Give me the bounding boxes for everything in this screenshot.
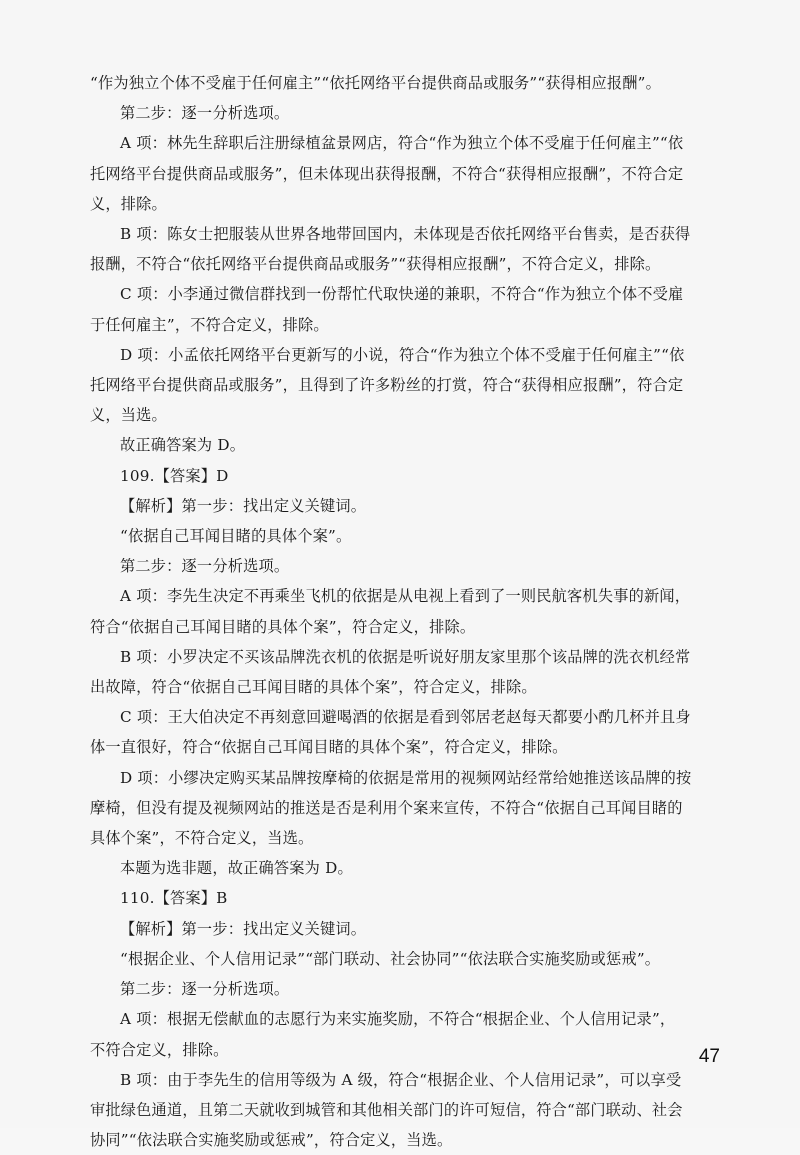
- paragraph-first-line: 第二步：逐一分析选项。: [120, 980, 290, 999]
- paragraph-first-line: D 项：小缪决定购买某品牌按摩椅的依据是常用的视频网站经常给她推送该品牌的按: [120, 768, 692, 787]
- text-line-continuation: “作为独立个体不受雇于任何雇主”“依托网络平台提供商品或服务”“获得相应报酬”。: [90, 74, 661, 92]
- paragraph-first-line: 本题为选非题，故正确答案为 D。: [120, 859, 353, 878]
- page-number: 47: [698, 1046, 720, 1067]
- text-line-continuation: 符合“依据自己耳闻目睹的具体个案”，符合定义，排除。: [90, 617, 476, 636]
- text-line-continuation: 协同”“依法联合实施奖励或惩戒”，符合定义，当选。: [90, 1131, 453, 1150]
- paragraph-first-line: 第二步：逐一分析选项。: [120, 104, 290, 123]
- paragraph-first-line: B 项：由于李先生的信用等级为 A 级，符合“根据企业、个人信用记录”，可以享受: [120, 1070, 682, 1089]
- paragraph-first-line: 110.【答案】B: [120, 889, 228, 908]
- paragraph-first-line: B 项：小罗决定不买该品牌洗衣机的依据是听说好朋友家里那个该品牌的洗衣机经常: [120, 647, 691, 666]
- text-line-continuation: 出故障，符合“依据自己耳闻目睹的具体个案”，符合定义，排除。: [90, 678, 537, 697]
- text-line-continuation: 义，当选。: [90, 406, 167, 425]
- paragraph-first-line: 109.【答案】D: [120, 466, 229, 485]
- paragraph-first-line: “根据企业、个人信用记录”“部门联动、社会协同”“依法联合实施奖励或惩戒”。: [120, 949, 661, 968]
- text-line-continuation: 摩椅，但没有提及视频网站的推送是否是利用个案来宣传，不符合“依据自己耳闻目睹的: [90, 798, 683, 817]
- paragraph-first-line: 第二步：逐一分析选项。: [120, 557, 290, 576]
- paragraph-first-line: C 项：小李通过微信群找到一份帮忙代取快递的兼职，不符合“作为独立个体不受雇: [120, 285, 684, 304]
- text-line-continuation: 报酬，不符合“依托网络平台提供商品或服务”“获得相应报酬”，不符合定义，排除。: [90, 255, 661, 274]
- paragraph-first-line: A 项：根据无偿献血的志愿行为来实施奖励，不符合“根据企业、个人信用记录”，: [120, 1010, 676, 1029]
- paragraph-first-line: D 项：小孟依托网络平台更新写的小说，符合“作为独立个体不受雇于任何雇主”“依: [120, 345, 685, 364]
- text-line-continuation: 义，排除。: [90, 194, 167, 213]
- paragraph-first-line: A 项：林先生辞职后注册绿植盆景网店，符合“作为独立个体不受雇于任何雇主”“依: [120, 134, 684, 153]
- paragraph-first-line: 【解析】第一步：找出定义关键词。: [120, 496, 367, 515]
- text-line-continuation: 体一直很好，符合“依据自己耳闻目睹的具体个案”，符合定义，排除。: [90, 738, 568, 757]
- paragraph-first-line: A 项：李先生决定不再乘坐飞机的依据是从电视上看到了一则民航客机失事的新闻，: [120, 587, 691, 606]
- paragraph-first-line: C 项：王大伯决定不再刻意回避喝酒的依据是看到邻居老赵每天都要小酌几杯并且身: [120, 708, 691, 727]
- paragraph-first-line: 【解析】第一步：找出定义关键词。: [120, 919, 367, 938]
- text-line-continuation: 于任何雇主”，不符合定义，排除。: [90, 315, 329, 334]
- page-body-text: [90, 68, 720, 1155]
- text-line-continuation: 审批绿色通道，且第二天就收到城管和其他相关部门的许可短信，符合“部门联动、社会: [90, 1100, 683, 1119]
- text-line-continuation: 具体个案”，不符合定义，当选。: [90, 829, 314, 848]
- paragraph-first-line: 故正确答案为 D。: [120, 436, 246, 455]
- paragraph-first-line: “依据自己耳闻目睹的具体个案”。: [120, 527, 352, 546]
- text-line-continuation: 托网络平台提供商品或服务”，但未体现出获得报酬，不符合“获得相应报酬”，不符合定: [90, 164, 684, 183]
- text-line-continuation: 托网络平台提供商品或服务”，且得到了许多粉丝的打赏，符合“获得相应报酬”，符合定: [90, 376, 684, 395]
- paragraph-first-line: B 项：陈女士把服装从世界各地带回国内，未体现是否依托网络平台售卖，是否获得: [120, 225, 691, 244]
- text-line-continuation: 不符合定义，排除。: [90, 1040, 229, 1059]
